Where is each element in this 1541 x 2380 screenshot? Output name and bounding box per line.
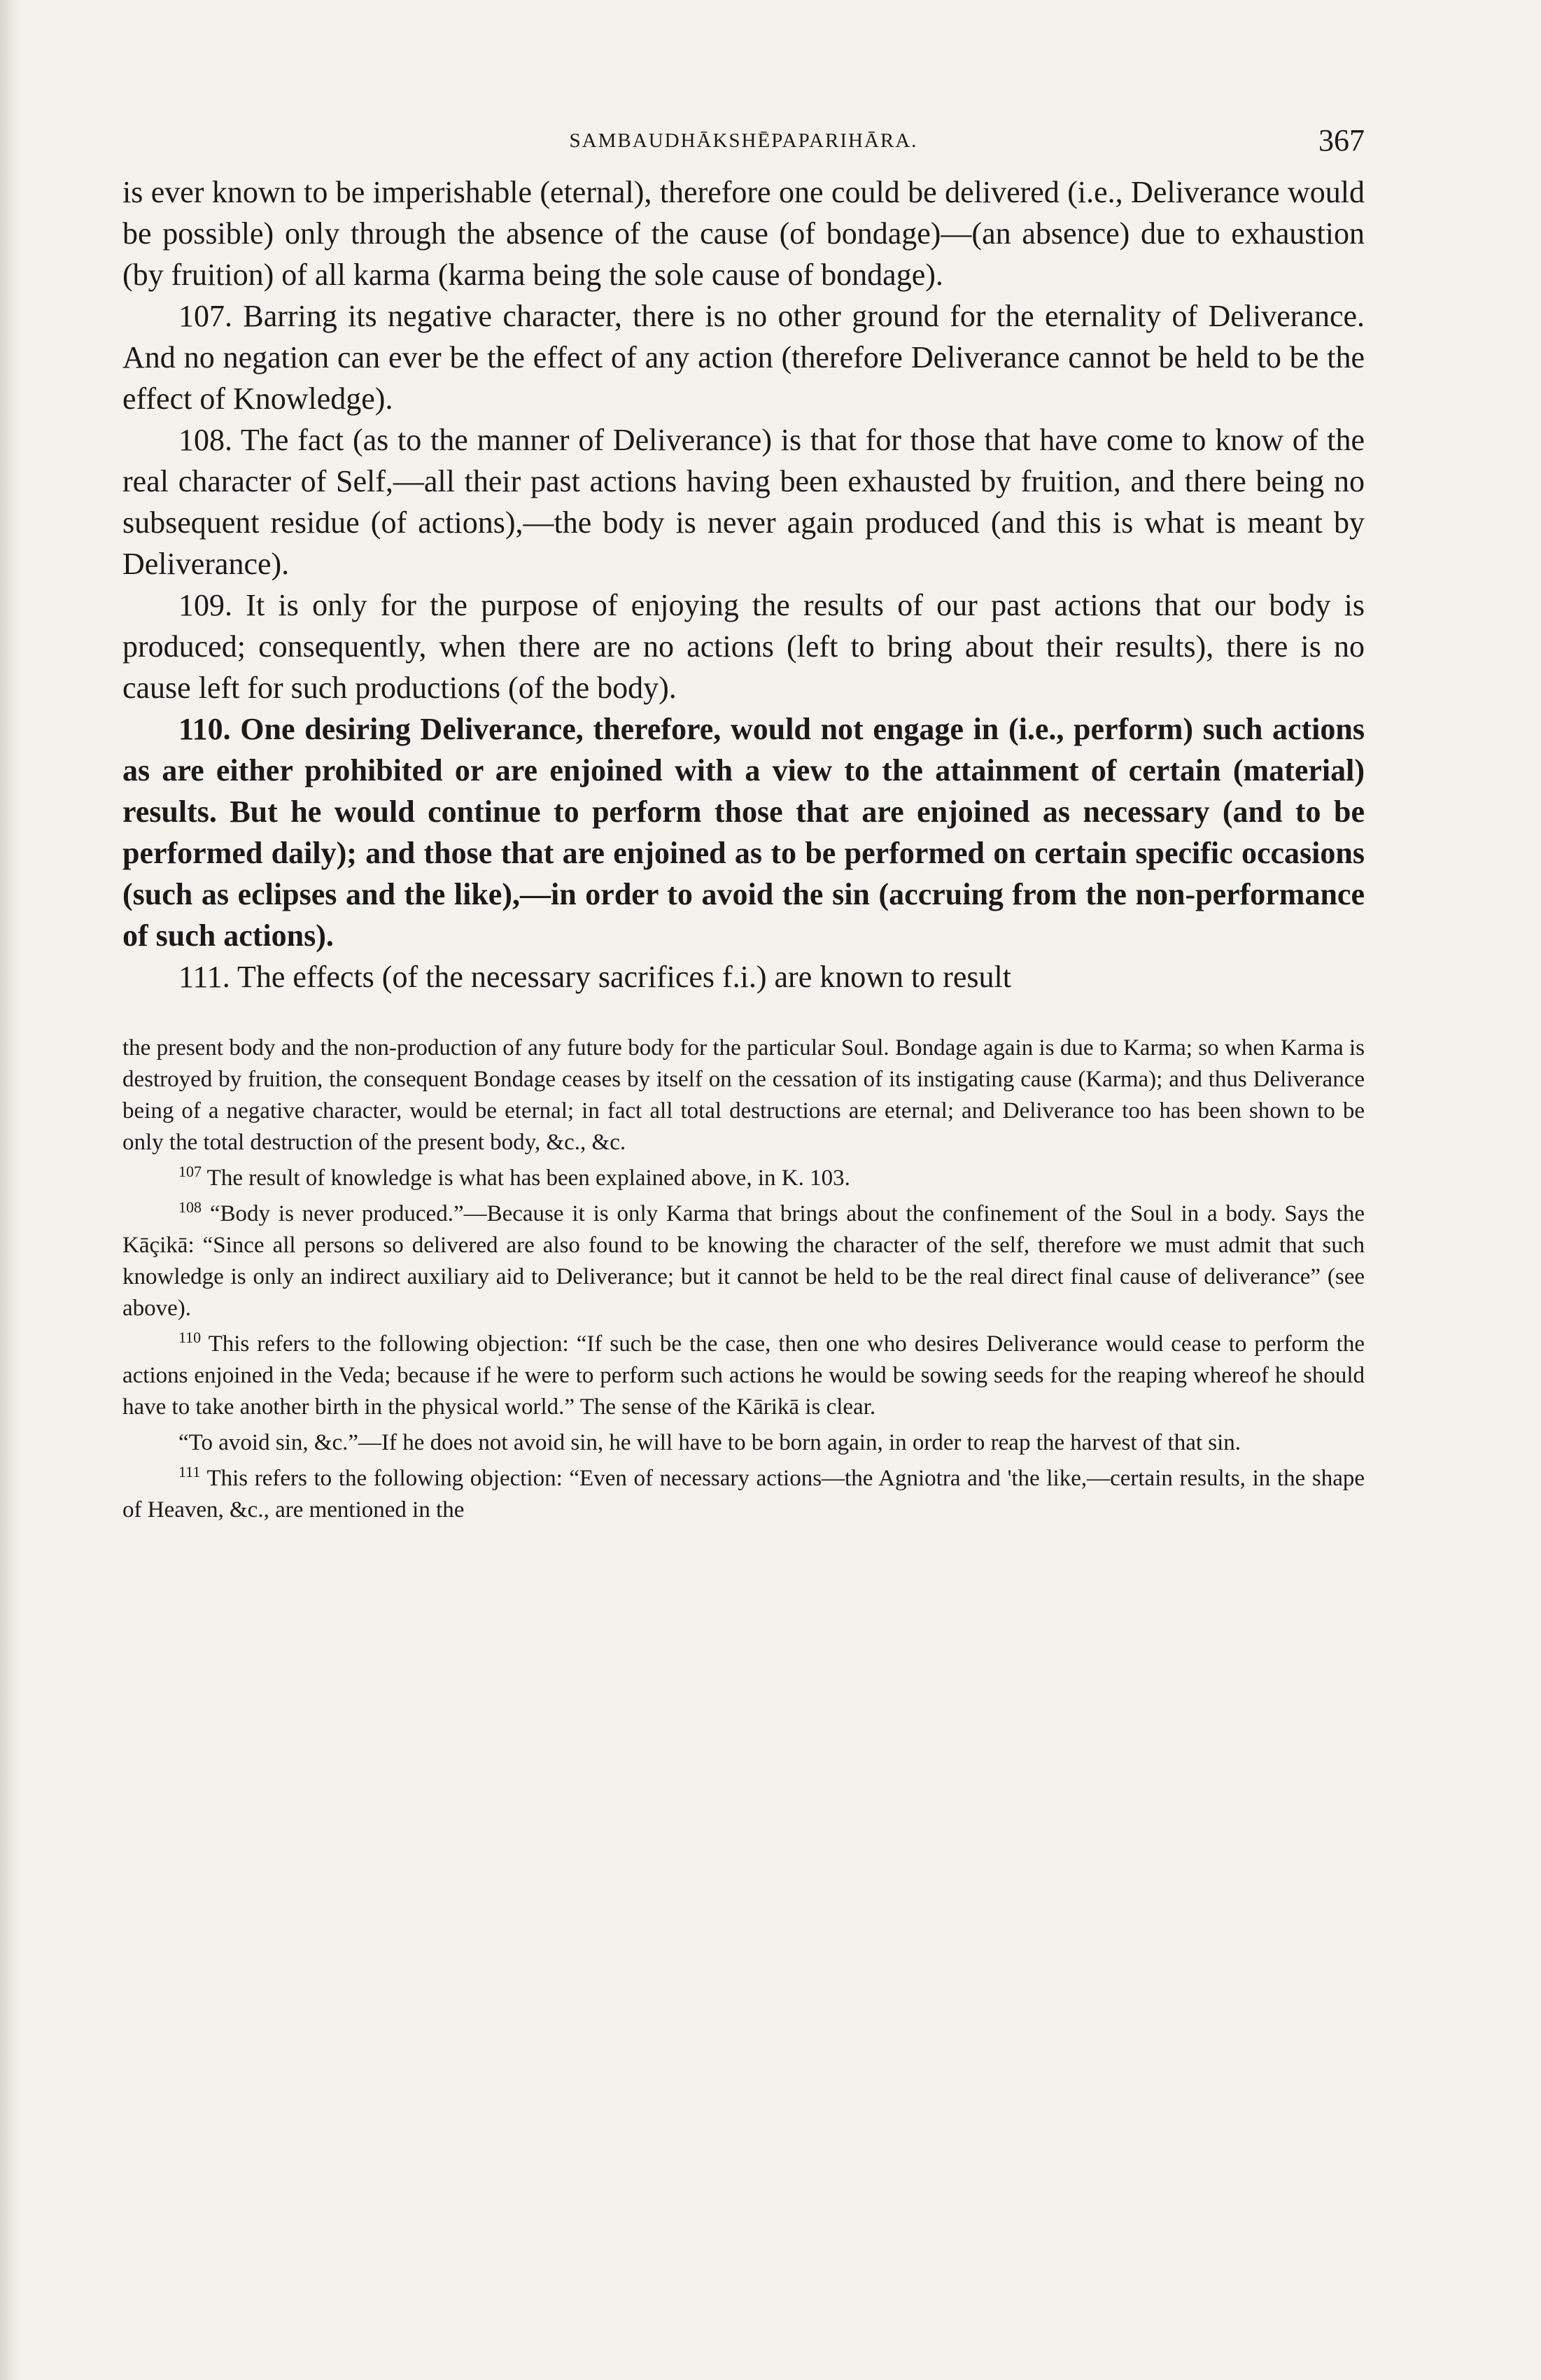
paragraph-continuation: is ever known to be imperishable (eternal), therefore one could be delivered (i.e., Deliverance would be possible) only through the absence of the cause (of bondage)—(an absence) due to exhaustion (by fruition) of all karma (karma being the sole cause of bondage). (122, 175, 1365, 292)
footnote-108 (122, 1198, 1365, 1324)
verse-text-109: It is only for the purpose of enjoying the results of our past actions that our body is produced; consequently, when there are no actions (left to bring about their results), there is no cause left for such productions (of the body). (122, 588, 1365, 705)
page-number: 367 (1318, 123, 1365, 158)
page-header (122, 122, 1365, 172)
footnote-text-108: “Body is never produced.”—Because it is only Karma that brings about the confinement of the Soul in a body. Says the Kāçikā: “Since all persons so delivered are also found to be knowing the character of the self, therefore we must admit that such knowledge is only an indirect auxiliary aid to Deliverance; but it cannot be held to be the real direct final cause of deliverance” (see above). (122, 1201, 1365, 1321)
paragraph-107 (122, 295, 1365, 419)
footnote-text-107: The result of knowledge is what has been explained above, in K. 103. (206, 1166, 850, 1191)
footnote-ref-108: 108 (178, 1198, 202, 1216)
verse-number-108: 108. (178, 423, 232, 457)
footnote-110 (122, 1329, 1365, 1423)
verse-number-111: 111. (178, 960, 230, 994)
footnote-italic-lead: the present body and the non-production of any future body for the particular Soul. (122, 1035, 889, 1060)
page-binding-edge (0, 0, 21, 2380)
footnote-ref-110: 110 (178, 1329, 202, 1346)
footnote-text-110: This refers to the following objection: “If such be the case, then one who desires Deliverance would cease to perform the actions enjoined in the Veda; because if he were to perform such actions he would be sowing seeds for the reaping whereof he should have to take another birth in the physical world.” The sense of the Kārikā is clear. (122, 1331, 1365, 1420)
verse-number-107: 107. (178, 299, 232, 333)
verse-text-107: Barring its negative character, there is no other ground for the eternality of Deliverance. And no negation can ever be the effect of any action (therefore Deliverance cannot be held to be the effect of Knowledge). (122, 299, 1365, 416)
book-page (122, 122, 1365, 1526)
verse-text-111: The effects (of the necessary sacrifices f.i.) are known to result (237, 960, 1011, 994)
verse-text-108: The fact (as to the manner of Deliverance) is that for those that have come to know of the real character of Self,—all their past actions having been exhausted by fruition, and there being no subsequent residue (of actions),—the body is never again produced (and this is what is meant by Deliverance). (122, 423, 1365, 581)
main-text (122, 172, 1365, 997)
verse-text-110: One desiring Deliverance, therefore, would not engage in (i.e., perform) such actions as are either prohibited or are enjoined with a view to the attainment of certain (material) results. But he would continue to perform those that are enjoined as necessary (and to be performed daily); and those that are enjoined as to be performed on certain specific occasions (such as eclipses and the like),—in order to avoid the sin (accruing from the non-performance of such actions). (122, 712, 1365, 953)
footnote-110-continued: “To avoid sin, &c.”—If he does not avoid sin, he will have to be born again, in order to reap the harvest of that sin. (178, 1430, 1241, 1455)
paragraph-111 (122, 956, 1365, 997)
footnote-111 (122, 1463, 1365, 1526)
footnote-continuation-text: Bondage again is due to Karma; so when Karma is destroyed by fruition, the consequent Bondage ceases by itself on the cessation of its instigating cause (Karma); and thus Deliverance being of a negative character, would be eternal; in fact all total destructions are eternal; and Deliverance too has been shown to be only the total destruction of the present body, &c., &c. (122, 1035, 1365, 1155)
paragraph-109 (122, 584, 1365, 708)
footnote-text-111: This refers to the following objection: “Even of necessary actions—the Agniotra and 'the like,—certain results, in the shape of Heaven, &c., are mentioned in the (122, 1466, 1365, 1522)
footnote-continuation (122, 1032, 1365, 1158)
footnote-107 (122, 1163, 1365, 1194)
verse-number-109: 109. (178, 588, 232, 622)
running-head: SAMBAUDHĀKSHĒPAPARIHĀRA. (569, 130, 918, 152)
paragraph-108 (122, 419, 1365, 584)
footnote-ref-111: 111 (178, 1463, 201, 1480)
verse-number-110: 110. (178, 712, 231, 746)
footnotes (122, 1032, 1365, 1526)
footnote-ref-107: 107 (178, 1163, 202, 1180)
paragraph-110 (122, 708, 1365, 956)
